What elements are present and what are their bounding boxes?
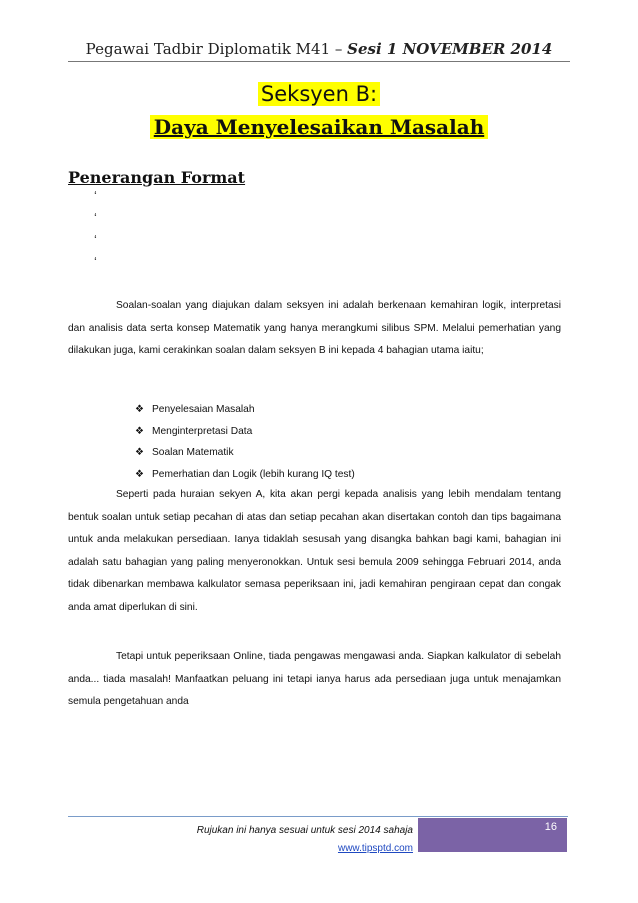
footer-note: Rujukan ini hanya sesuai untuk sesi 2014 sahaja bbox=[196, 825, 413, 836]
header-title: Pegawai Tadbir Diplomatik M41 – bbox=[85, 40, 348, 58]
diamond-bullet-icon: ❖ bbox=[135, 404, 144, 416]
tick-mark: ‘ bbox=[94, 232, 97, 247]
footer-link[interactable]: www.tipsptd.com bbox=[337, 843, 413, 854]
list-item bbox=[135, 399, 355, 421]
diamond-bullet-icon: ❖ bbox=[135, 468, 144, 480]
footer bbox=[150, 822, 413, 858]
intro-paragraph: Soalan-soalan yang diajukan dalam seksyen ini adalah berkenaan kemahiran logik, interpretasi dan analisis data serta konsep Matematik yang hanya merangkumi silibus SPM. Melalui pemerhatian yang dilakukan juga, kami cerakinkan soalan dalam seksyen B ini kepada 4 bahagian utama iaitu; bbox=[68, 300, 561, 356]
list-item-label: Pemerhatian dan Logik (lebih kurang IQ test) bbox=[152, 468, 355, 480]
page-number: 16 bbox=[544, 821, 557, 833]
tick-marks bbox=[94, 188, 97, 276]
online-exam-paragraph: Tetapi untuk peperiksaan Online, tiada pengawas mengawasi anda. Siapkan kalkulator di sebelah anda... tiada masalah! Manfaatkan peluang ini tetapi ianya harus ada persediaan juga untuk menajamkan semula pengetahuan anda bbox=[68, 651, 561, 707]
page-header bbox=[68, 40, 570, 58]
section-subtitle bbox=[0, 115, 638, 139]
list-item-label: Penyelesaian Masalah bbox=[152, 404, 255, 416]
format-heading: Penerangan Format bbox=[68, 168, 246, 187]
list-item-label: Soalan Matematik bbox=[152, 447, 234, 459]
section-title bbox=[0, 82, 638, 106]
tick-mark: ‘ bbox=[94, 254, 97, 269]
list-item-label: Menginterpretasi Data bbox=[152, 425, 253, 437]
diamond-bullet-icon: ❖ bbox=[135, 425, 144, 437]
list-item bbox=[135, 421, 355, 443]
tick-mark: ‘ bbox=[94, 210, 97, 225]
header-session: Sesi 1 NOVEMBER 2014 bbox=[347, 40, 553, 58]
section-title-text: Seksyen B: bbox=[258, 82, 380, 106]
analysis-paragraph: Seperti pada huraian sekyen A, kita akan pergi kepada analisis yang lebih mendalam tentang bentuk soalan untuk setiap pecahan di atas dan setiap pecahan akan disertakan contoh dan tips bagaimana untuk anda melakukan persediaan. Ianya tidaklah sesusah yang disangka bahkan bagi kami, bahagian ini adalah satu bahagian yang paling menyeronokkan. Untuk sesi bemula 2009 sehingga Februari 2014, anda tidak dibenarkan membawa kalkulator semasa peperiksaan ini, jadi kemahiran pengiraan cepat dan congak anda amat diperlukan di sini. bbox=[68, 489, 561, 613]
list-item bbox=[135, 442, 355, 464]
category-list bbox=[135, 399, 355, 485]
list-item bbox=[135, 464, 355, 486]
header-divider bbox=[68, 61, 570, 62]
footer-divider bbox=[68, 816, 568, 817]
diamond-bullet-icon: ❖ bbox=[135, 447, 144, 459]
page-number-box bbox=[418, 818, 567, 852]
section-subtitle-text: Daya Menyelesaikan Masalah bbox=[150, 115, 488, 139]
tick-mark: ‘ bbox=[94, 188, 97, 203]
